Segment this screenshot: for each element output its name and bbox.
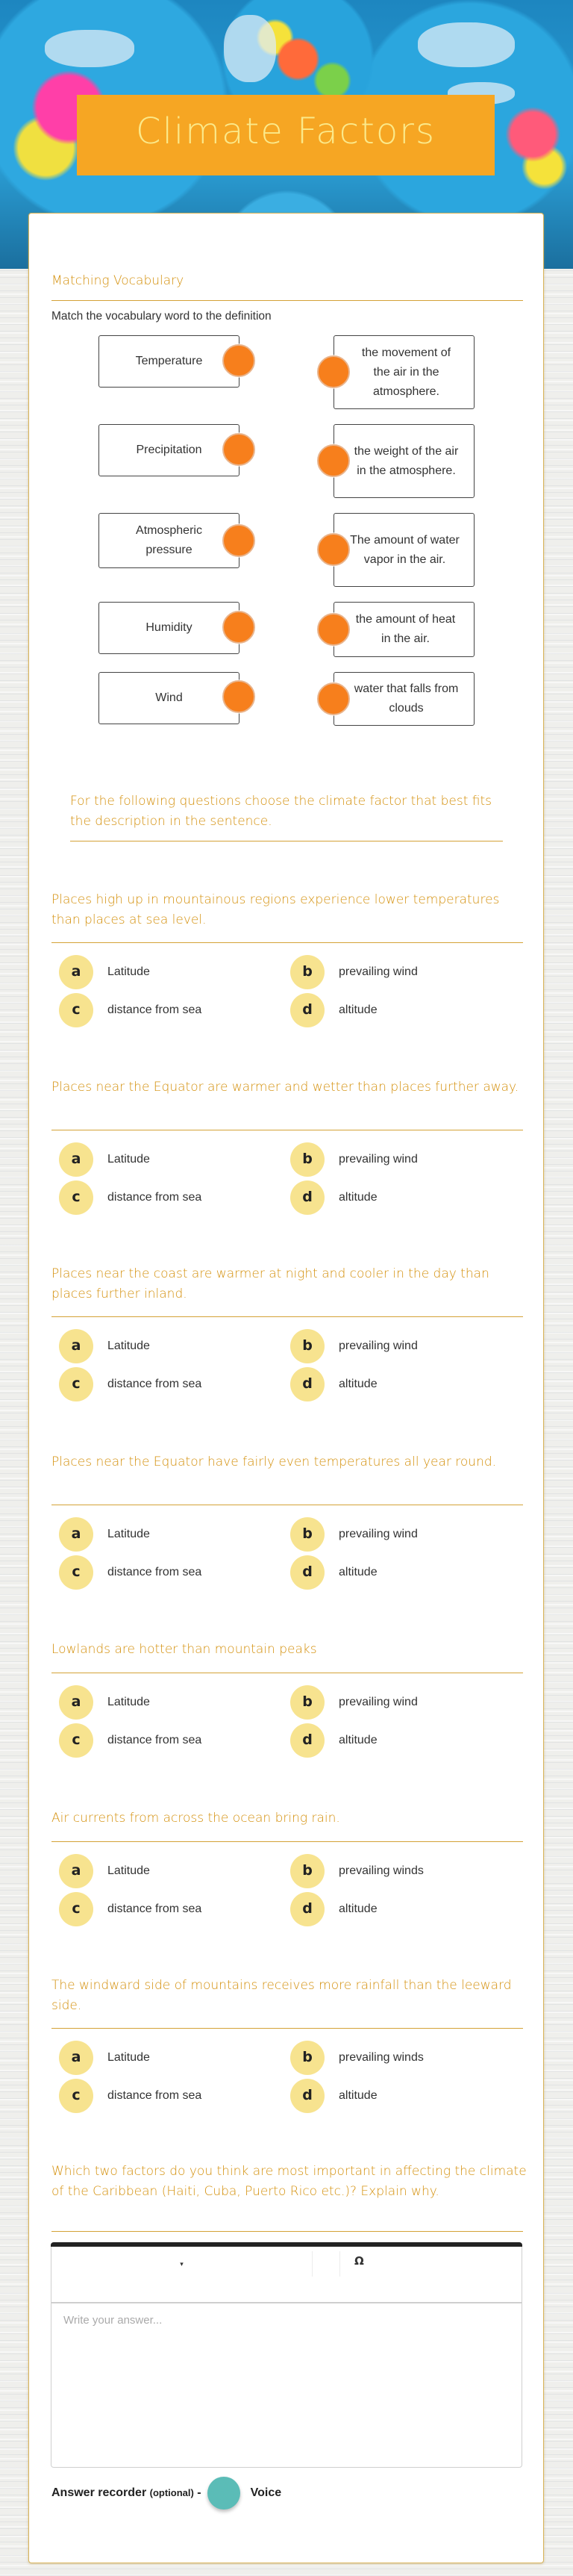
question-prompt: Lowlands are hotter than mountain peaks: [51, 1642, 317, 1657]
toolbar-separator: [339, 2251, 340, 2277]
choice-label: prevailing wind: [339, 1696, 418, 1708]
choice-a[interactable]: [59, 1685, 150, 1720]
choice-a[interactable]: [59, 1517, 150, 1552]
choice-letter-badge: a: [59, 1517, 93, 1552]
match-connector-dot[interactable]: [317, 613, 350, 646]
match-connector-dot[interactable]: [222, 433, 255, 466]
match-connector-dot[interactable]: [222, 524, 255, 557]
divider: [51, 1316, 523, 1317]
choice-label: Latitude: [107, 1528, 150, 1540]
match-definition[interactable]: [334, 424, 475, 498]
choice-c[interactable]: [59, 1555, 201, 1590]
term-label: Temperature: [135, 355, 203, 367]
choice-letter-badge: d: [290, 1180, 325, 1215]
choice-label: distance from sea: [107, 1191, 202, 1204]
choice-b[interactable]: [290, 1329, 418, 1363]
choice-label: Latitude: [107, 1153, 150, 1166]
choice-letter-badge: b: [290, 955, 325, 989]
title-banner: [77, 95, 495, 175]
match-term-atmospheric-pressure[interactable]: [98, 513, 239, 568]
choice-label: Latitude: [107, 1864, 150, 1877]
definition-label: the amount of heat in the air.: [355, 613, 456, 645]
answer-textarea[interactable]: [51, 2303, 522, 2466]
choice-letter-badge: a: [59, 1329, 93, 1363]
choice-letter-badge: d: [290, 2079, 325, 2113]
choice-d[interactable]: [290, 1367, 378, 1401]
choice-letter-badge: d: [290, 1723, 325, 1758]
choice-label: prevailing winds: [339, 1864, 424, 1877]
choice-label: altitude: [339, 1378, 378, 1390]
section-title-matching: Matching Vocabulary: [51, 273, 184, 288]
special-character-icon[interactable]: Ω: [354, 2254, 364, 2268]
question-prompt: Places high up in mountainous regions experience lower temperatures than places at sea level.: [51, 892, 500, 927]
choice-a[interactable]: [59, 1142, 150, 1177]
choice-label: distance from sea: [107, 1734, 202, 1746]
choice-label: altitude: [339, 1566, 378, 1578]
choice-label: altitude: [339, 1004, 378, 1016]
choice-letter-badge: d: [290, 1555, 325, 1590]
format-dropdown[interactable]: [51, 2251, 312, 2278]
question-prompt: Places near the coast are warmer at night and cooler in the day than places further inland.: [51, 1266, 489, 1301]
choice-a[interactable]: [59, 955, 150, 989]
choice-label: Latitude: [107, 965, 150, 978]
divider: [51, 942, 523, 943]
choice-label: altitude: [339, 1734, 378, 1746]
term-label: Atmospheric pressure: [136, 524, 202, 556]
choice-letter-badge: b: [290, 1517, 325, 1552]
choice-letter-badge: c: [59, 1723, 93, 1758]
question-prompt: The windward side of mountains receives more rainfall than the leeward side.: [51, 1978, 512, 2013]
choice-label: altitude: [339, 1191, 378, 1204]
recorder-label: Answer recorder (optional) -: [51, 2486, 201, 2499]
chevron-down-icon: ▾: [180, 2261, 184, 2268]
choice-a[interactable]: [59, 1854, 150, 1888]
choice-letter-badge: b: [290, 1685, 325, 1720]
choice-label: distance from sea: [107, 1566, 202, 1578]
choice-b[interactable]: [290, 1854, 424, 1888]
question-prompt: Places near the Equator have fairly even temperatures all year round.: [51, 1455, 497, 1469]
choice-letter-badge: b: [290, 1142, 325, 1177]
choice-label: prevailing wind: [339, 1340, 418, 1352]
choice-label: prevailing winds: [339, 2051, 424, 2064]
answer-recorder: [51, 2477, 281, 2510]
choice-label: Latitude: [107, 1696, 150, 1708]
voice-label: Voice: [250, 2486, 282, 2499]
answer-editor: [51, 2242, 522, 2468]
choice-letter-badge: c: [59, 1892, 93, 1926]
choice-d[interactable]: [290, 993, 378, 1027]
definition-label: the weight of the air in the atmosphere.: [354, 444, 459, 477]
choice-letter-badge: c: [59, 1367, 93, 1401]
match-term-wind[interactable]: [98, 672, 239, 724]
match-connector-dot[interactable]: [317, 533, 350, 566]
choice-letter-badge: c: [59, 2079, 93, 2113]
choice-letter-badge: a: [59, 2041, 93, 2075]
choice-letter-badge: a: [59, 1142, 93, 1177]
choice-label: distance from sea: [107, 1903, 202, 1915]
match-connector-dot[interactable]: [317, 682, 350, 715]
choice-b[interactable]: [290, 955, 418, 989]
choice-c[interactable]: [59, 1180, 201, 1215]
definition-label: water that falls from clouds: [354, 682, 459, 715]
match-connector-dot[interactable]: [222, 680, 255, 713]
record-voice-button[interactable]: [207, 2477, 240, 2510]
choice-b[interactable]: [290, 2041, 424, 2075]
choice-d[interactable]: [290, 1892, 378, 1926]
question-prompt: Air currents from across the ocean bring rain.: [51, 1811, 340, 1826]
choice-letter-badge: c: [59, 993, 93, 1027]
choice-c[interactable]: [59, 1892, 201, 1926]
choice-label: prevailing wind: [339, 1528, 418, 1540]
choice-letter-badge: b: [290, 1329, 325, 1363]
term-label: Precipitation: [136, 444, 202, 456]
definition-label: the movement of the air in the atmosphere.: [361, 346, 451, 398]
choice-label: distance from sea: [107, 2089, 202, 2102]
choice-letter-badge: d: [290, 1367, 325, 1401]
match-definition[interactable]: [334, 513, 475, 587]
choice-b[interactable]: [290, 1685, 418, 1720]
choice-letter-badge: a: [59, 955, 93, 989]
matching-instruction: Match the vocabulary word to the definition: [51, 310, 272, 323]
term-label: Humidity: [145, 621, 192, 634]
match-definition[interactable]: [334, 602, 475, 657]
choice-letter-badge: d: [290, 1892, 325, 1926]
choice-letter-badge: a: [59, 1854, 93, 1888]
choice-d[interactable]: [290, 1555, 378, 1590]
choice-letter-badge: b: [290, 1854, 325, 1888]
choice-label: altitude: [339, 2089, 378, 2102]
choice-d[interactable]: [290, 1180, 378, 1215]
question-prompt: Places near the Equator are warmer and wetter than places further away.: [51, 1080, 519, 1095]
choice-label: altitude: [339, 1903, 378, 1915]
match-connector-dot[interactable]: [222, 611, 255, 644]
choice-label: prevailing wind: [339, 965, 418, 978]
match-term-temperature[interactable]: [98, 335, 239, 388]
choice-label: distance from sea: [107, 1378, 202, 1390]
choice-c[interactable]: [59, 2079, 201, 2113]
choice-letter-badge: a: [59, 1685, 93, 1720]
match-definition[interactable]: [334, 335, 475, 409]
choice-d[interactable]: [290, 1723, 378, 1758]
globe-decoration: [224, 15, 276, 82]
divider: [51, 1841, 523, 1842]
globe-decoration: [418, 22, 515, 67]
divider: [51, 300, 523, 301]
divider: [51, 2028, 523, 2029]
match-connector-dot[interactable]: [317, 444, 350, 477]
choice-letter-badge: c: [59, 1180, 93, 1215]
page-title: Climate Factors: [136, 111, 436, 152]
choice-b[interactable]: [290, 1142, 418, 1177]
questions-instructions: For the following questions choose the climate factor that best fits the description in the sentence.: [70, 794, 492, 829]
choice-c[interactable]: [59, 993, 201, 1027]
term-label: Wind: [155, 691, 183, 704]
choice-label: Latitude: [107, 2051, 150, 2064]
choice-b[interactable]: [290, 1517, 418, 1552]
match-connector-dot[interactable]: [317, 355, 350, 388]
choice-c[interactable]: [59, 1723, 201, 1758]
choice-a[interactable]: [59, 1329, 150, 1363]
choice-c[interactable]: [59, 1367, 201, 1401]
choice-letter-badge: d: [290, 993, 325, 1027]
choice-label: Latitude: [107, 1340, 150, 1352]
match-connector-dot[interactable]: [222, 344, 255, 377]
choice-letter-badge: b: [290, 2041, 325, 2075]
definition-label: The amount of water vapor in the air.: [350, 533, 460, 566]
match-term-humidity[interactable]: [98, 602, 239, 654]
choice-d[interactable]: [290, 2079, 378, 2113]
match-definition[interactable]: [334, 672, 475, 726]
choice-a[interactable]: [59, 2041, 150, 2075]
choice-label: distance from sea: [107, 1004, 202, 1016]
toolbar-separator: [312, 2251, 313, 2277]
globe-decoration: [45, 30, 134, 67]
choice-letter-badge: c: [59, 1555, 93, 1590]
divider: [51, 2231, 523, 2232]
editor-toolbar: [51, 2247, 522, 2303]
match-term-precipitation[interactable]: [98, 424, 239, 476]
choice-label: prevailing wind: [339, 1153, 418, 1166]
open-question-prompt: Which two factors do you think are most important in affecting the climate of the Caribbean (Haiti, Cuba, Puerto Rico etc.)? Explain why.: [51, 2164, 527, 2199]
